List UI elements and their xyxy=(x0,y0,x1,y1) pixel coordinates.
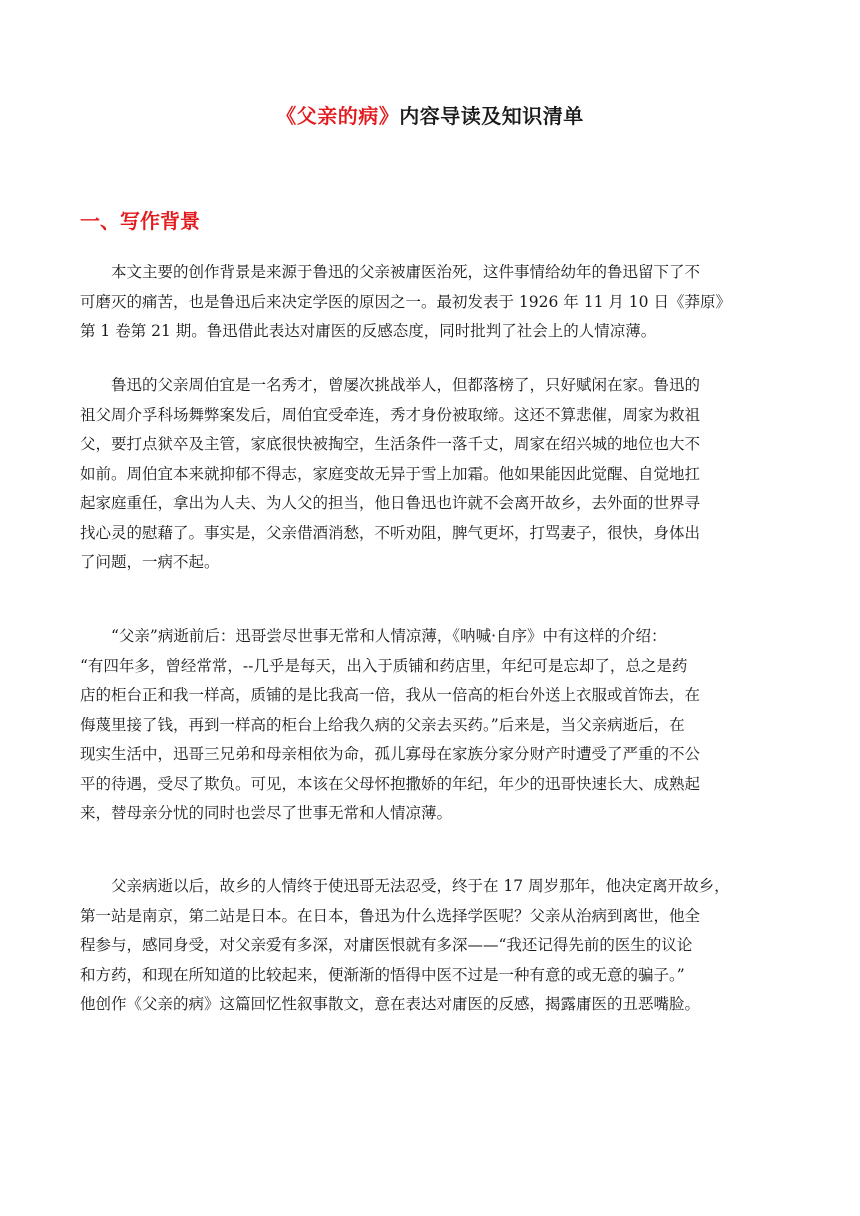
paragraph-line: 鲁迅的父亲周伯宜是一名秀才，曾屡次挑战举人，但都落榜了，只好赋闲在家。鲁迅的 xyxy=(80,376,701,394)
paragraph-line: 如前。周伯宜本来就抑郁不得志，家庭变故无异于雪上加霜。他如果能因此觉醒、自觉地扛 xyxy=(80,464,701,483)
paragraph-line: 祖父周介孚科场舞弊案发后，周伯宜受牵连，秀才身份被取缔。这还不算悲催，周家为救祖 xyxy=(80,405,701,424)
paragraph-line: 和方药，和现在所知道的比较起来，便渐渐的悟得中医不过是一种有意的或无意的骗子。” xyxy=(80,965,685,984)
title-subtitle: 内容导读及知识清单 xyxy=(399,104,584,128)
paragraph-line: 平的待遇，受尽了欺负。可见，本该在父母怀抱撒娇的年纪，年少的迅哥快速长大、成熟起 xyxy=(80,774,701,793)
paragraph-line: 可磨灭的痛苦，也是鲁迅后来决定学医的原因之一。最初发表于 1926 年 11 月 10 日《莽原》 xyxy=(80,292,731,311)
paragraph-line: 侮蔑里接了钱，再到一样高的柜台上给我久病的父亲去买药。”后来是，当父亲病逝后，在 xyxy=(80,715,685,734)
paragraph-line: 来，替母亲分忧的同时也尝尽了世事无常和人情凉薄。 xyxy=(80,804,453,822)
paragraph-line: 了问题，一病不起。 xyxy=(80,553,220,571)
paragraph-line: 程参与，感同身受，对父亲爱有多深，对庸医恨就有多深——“我还记得先前的医生的议论 xyxy=(80,936,693,954)
title-book-name: 《父亲的病》 xyxy=(276,104,400,128)
paragraph-4 xyxy=(80,872,772,1020)
paragraph-line: 现实生活中，迅哥三兄弟和母亲相依为命，孤儿寡母在家族分家分财产时遭受了严重的不公 xyxy=(80,745,701,763)
paragraph-line: 第一站是南京，第二站是日本。在日本，鲁迅为什么选择学医呢？父亲从治病到离世，他全 xyxy=(80,906,701,925)
paragraph-line: 第 1 卷第 21 期。鲁迅借此表达对庸医的反感态度，同时批判了社会上的人情凉薄。 xyxy=(80,322,657,340)
paragraph-line: 他创作《父亲的病》这篇回忆性叙事散文，意在表达对庸医的反感，揭露庸医的丑恶嘴脸。 xyxy=(80,995,701,1013)
paragraph-line: 店的柜台正和我一样高，质铺的是比我高一倍，我从一倍高的柜台外送上衣服或首饰去，在 xyxy=(80,686,701,704)
paragraph-line: “有四年多，曾经常常，--几乎是每天，出入于质铺和药店里，年纪可是忘却了，总之是药 xyxy=(80,656,688,675)
paragraph-3 xyxy=(80,622,772,829)
paragraph-line: 父，要打点狱卒及主管，家底很快被掏空，生活条件一落千丈，周家在绍兴城的地位也大不 xyxy=(80,435,701,453)
paragraph-2 xyxy=(80,371,772,578)
document-title xyxy=(0,100,860,129)
paragraph-1 xyxy=(80,258,772,347)
paragraph-line: 父亲病逝以后，故乡的人情终于使迅哥无法忍受，终于在 17 周岁那年，他决定离开故乡， xyxy=(80,877,730,895)
paragraph-line: 起家庭重任，拿出为人夫、为人父的担当，他日鲁迅也许就不会离开故乡，去外面的世界寻 xyxy=(80,494,701,512)
paragraph-line: 找心灵的慰藉了。事实是，父亲借酒消愁，不听劝阻，脾气更坏，打骂妻子，很快，身体出 xyxy=(80,523,701,542)
paragraph-line: “父亲”病逝前后：迅哥尝尽世事无常和人情凉薄，《呐喊·自序》中有这样的介绍： xyxy=(80,627,667,645)
section-heading-background: 一、写作背景 xyxy=(80,209,200,233)
paragraph-line: 本文主要的创作背景是来源于鲁迅的父亲被庸医治死，这件事情给幼年的鲁迅留下了不 xyxy=(80,263,701,281)
